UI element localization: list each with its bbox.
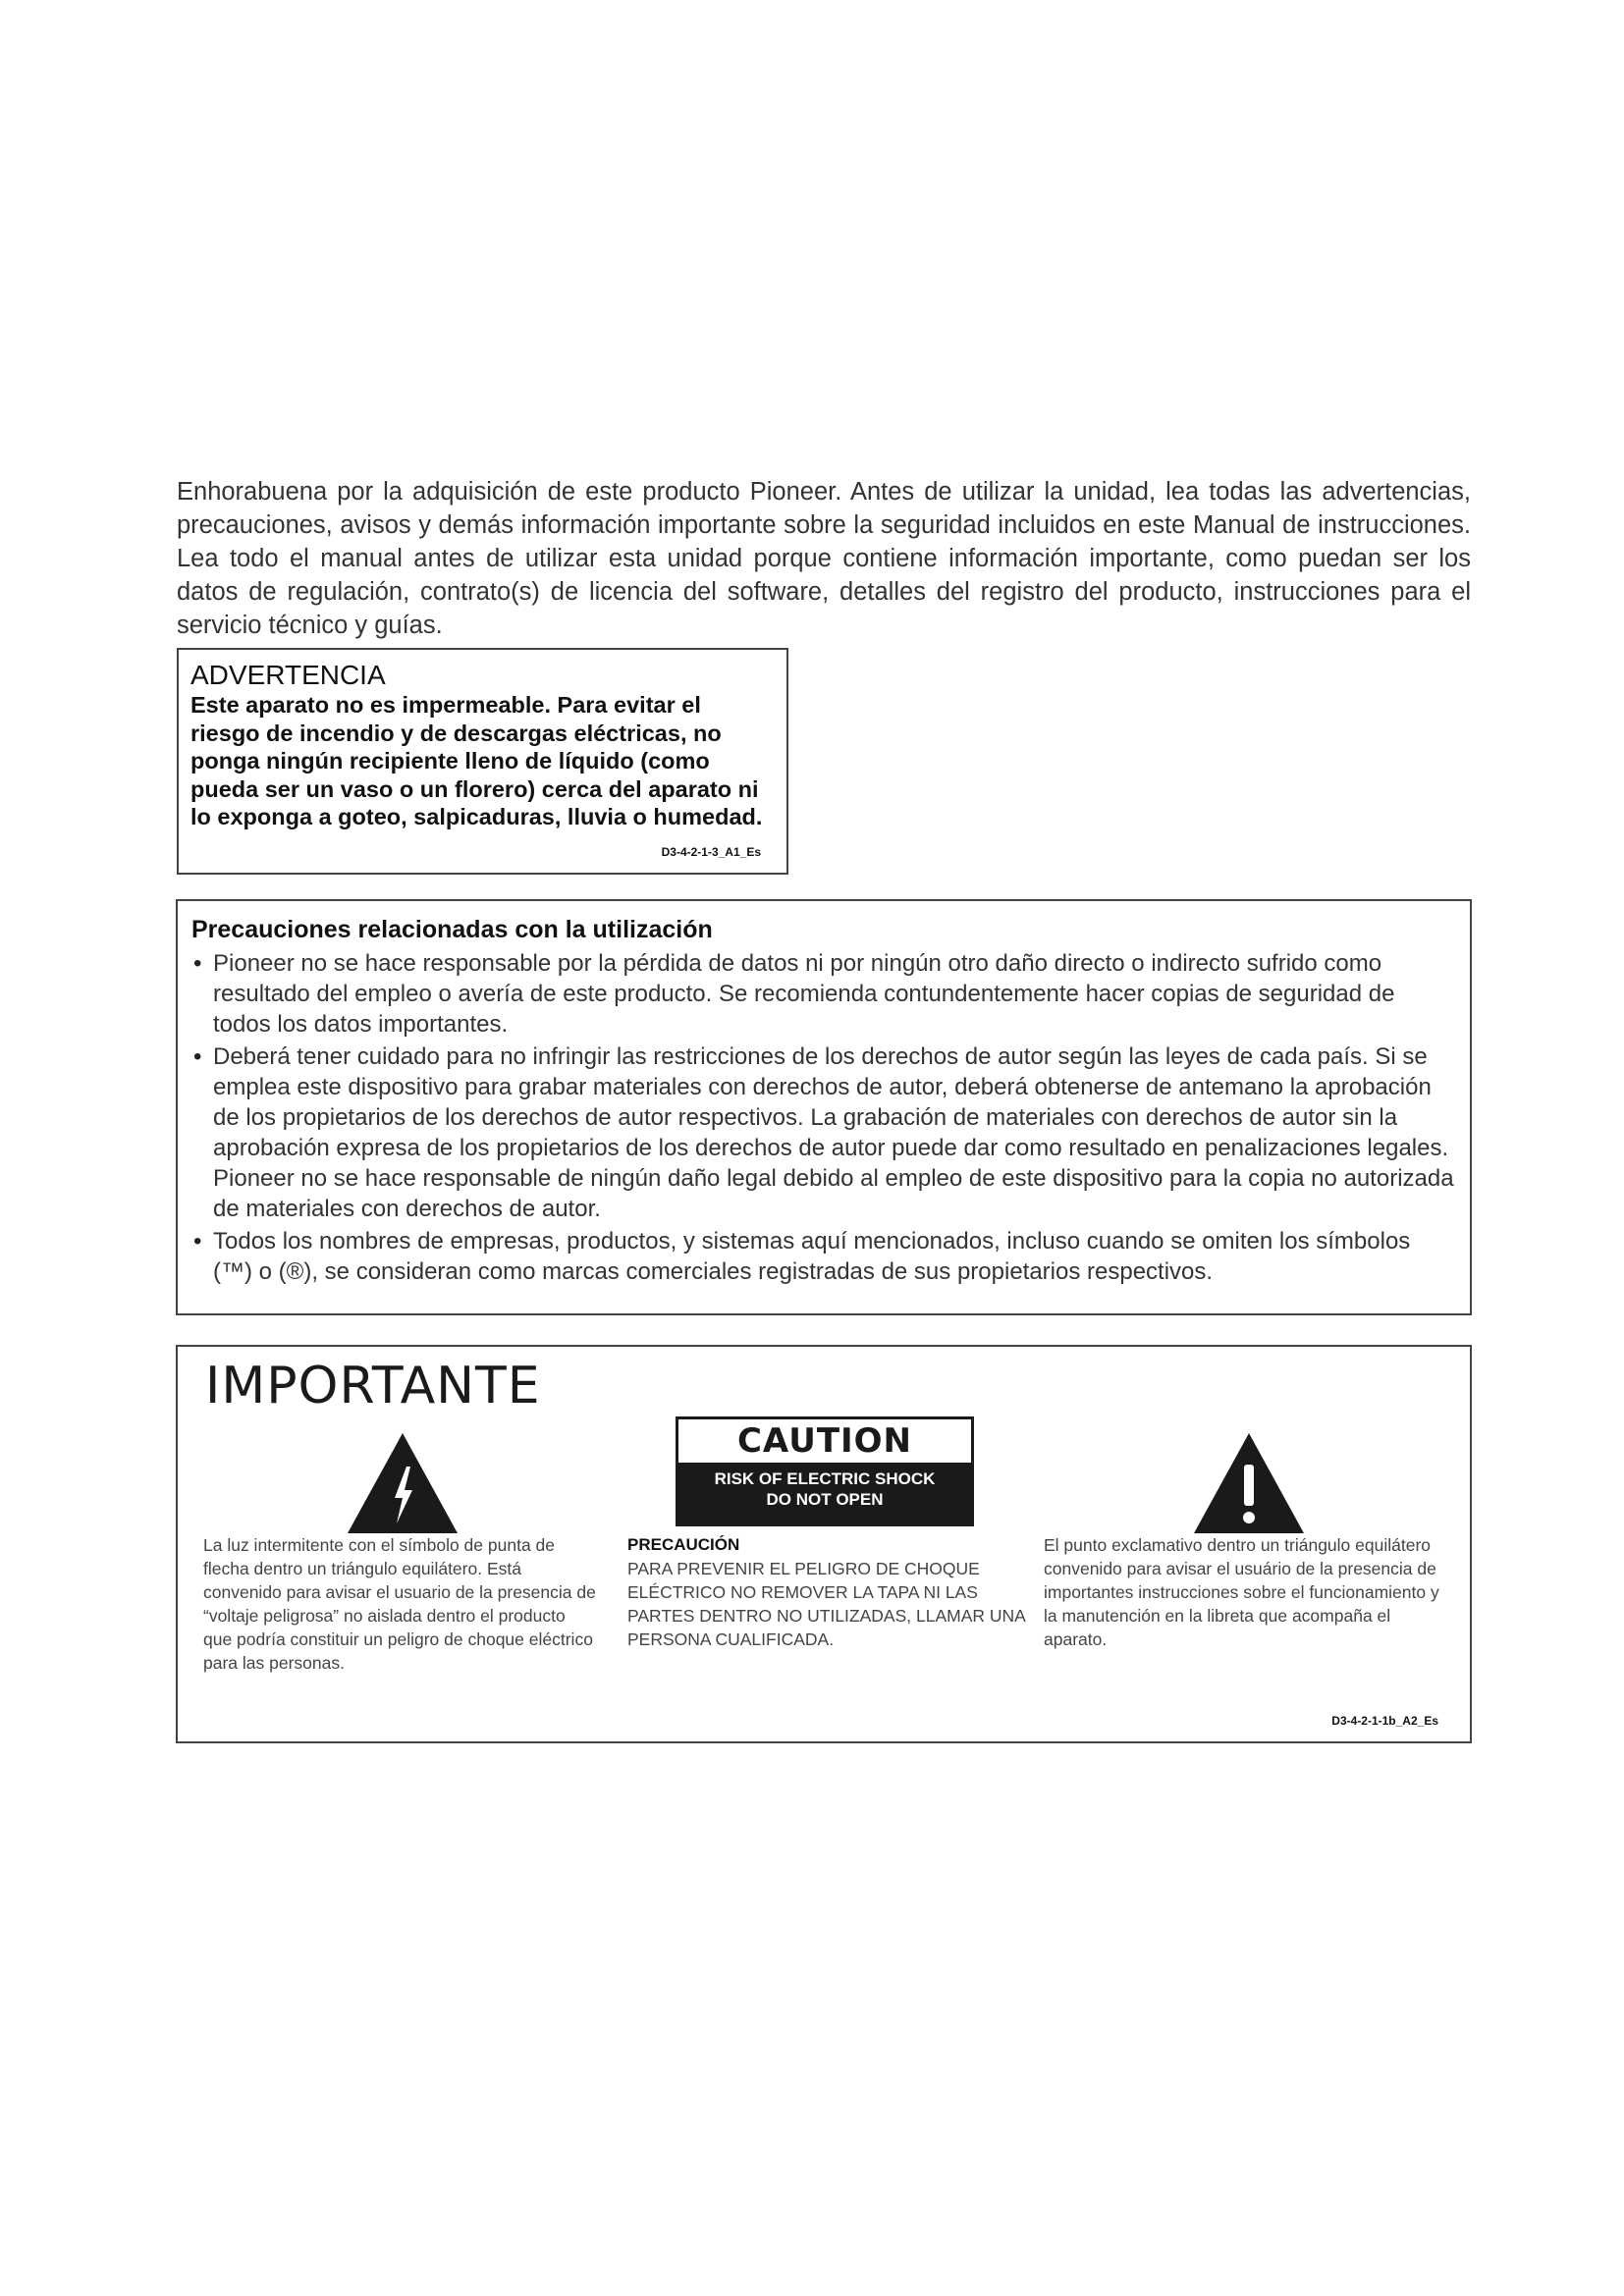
important-title: IMPORTANTE [205,1357,541,1415]
bullet: • [193,1228,202,1255]
caution-line-2: DO NOT OPEN [766,1490,884,1509]
warning-body: Este aparato no es impermeable. Para evitar el riesgo de incendio y de descargas eléctricas, no ponga ningún recipiente lleno de líquido (como pueda ser un vaso o un florero) cerca del aparato ni lo exponga a goteo, salpicaduras, lluvia o humedad. [190,692,763,829]
precaution-heading: PRECAUCIÓN [627,1535,740,1554]
warning-box [177,648,788,875]
list-item [191,948,1454,1040]
lightning-explanation: La luz intermitente con el símbolo de punta de flecha dentro un triángulo equilátero. Está convenido para avisar el usuario de la presencia de “voltaje peligrosa” no aislada dentro el producto que podría constituir un peligro de choque eléctrico para las personas. [203,1535,596,1673]
precautions-list [191,948,1454,1287]
warning-code: D3-4-2-1-3_A1_Es [661,845,761,859]
precautions-box [176,899,1472,1315]
lightning-warning-icon [346,1431,460,1535]
warning-title: ADVERTENCIA [190,660,386,690]
important-box [176,1345,1472,1743]
precautions-title: Precauciones relacionadas con la utilización [191,916,713,943]
precaution-text: PARA PREVENIR EL PELIGRO DE CHOQUE ELÉCTRICO NO REMOVER LA TAPA NI LAS PARTES DENTRO NO UTILIZADAS, LLAMAR UNA PERSONA CUALIFICADA. [627,1559,1025,1649]
list-item-text: Todos los nombres de empresas, productos, y sistemas aquí mencionados, incluso cuando se omiten los símbolos (™) o (®), se consideran como marcas comerciales registradas de sus propietarios respectivos. [213,1228,1411,1285]
list-item-text: Deberá tener cuidado para no infringir las restricciones de los derechos de autor según las leyes de cada país. Si se emplea este dispositivo para grabar materiales con derechos de autor, deberá obtenerse de antemano la aprobación de los propietarios de los derechos de autor respectivos. La grabación de materiales con derechos de autor sin la aprobación expresa de los propietarios de los derechos de autor puede dar como resultado en penalizaciones legales. Pioneer no se hace responsable de ningún daño legal debido al empleo de este dispositivo para la copia no autorizada de materiales con derechos de autor. [213,1043,1454,1222]
exclamation-warning-icon [1192,1431,1306,1535]
bullet: • [193,950,202,977]
important-code: D3-4-2-1-1b_A2_Es [1331,1714,1438,1728]
list-item [191,1226,1454,1287]
precaution-column [627,1533,1040,1651]
bullet: • [193,1043,202,1070]
exclamation-explanation: El punto exclamativo dentro un triángulo equilátero convenido para avisar el usuário de la presencia de importantes instrucciones sobre el funcionamiento y la manutención en la libreta que acompaña el aparato. [1044,1535,1439,1649]
list-item-text: Pioneer no se hace responsable por la pérdida de datos ni por ningún otro daño directo o indirecto sufrido como resultado del empleo o avería de este producto. Se recomienda contundentemente hacer copias de seguridad de todos los datos importantes. [213,950,1395,1038]
list-item [191,1041,1454,1224]
intro-paragraph: Enhorabuena por la adquisición de este producto Pioneer. Antes de utilizar la unidad, lea todas las advertencias, precauciones, avisos y demás información importante sobre la seguridad incluidos en este Manual de instrucciones. Lea todo el manual antes de utilizar esta unidad porque contiene información importante, como puedan ser los datos de regulación, contrato(s) de licencia del software, detalles del registro del producto, instrucciones para el servicio técnico y guías. [177,477,1471,639]
caution-label [676,1416,974,1526]
caution-title: CAUTION [678,1419,971,1463]
caution-line-1: RISK OF ELECTRIC SHOCK [714,1469,936,1488]
